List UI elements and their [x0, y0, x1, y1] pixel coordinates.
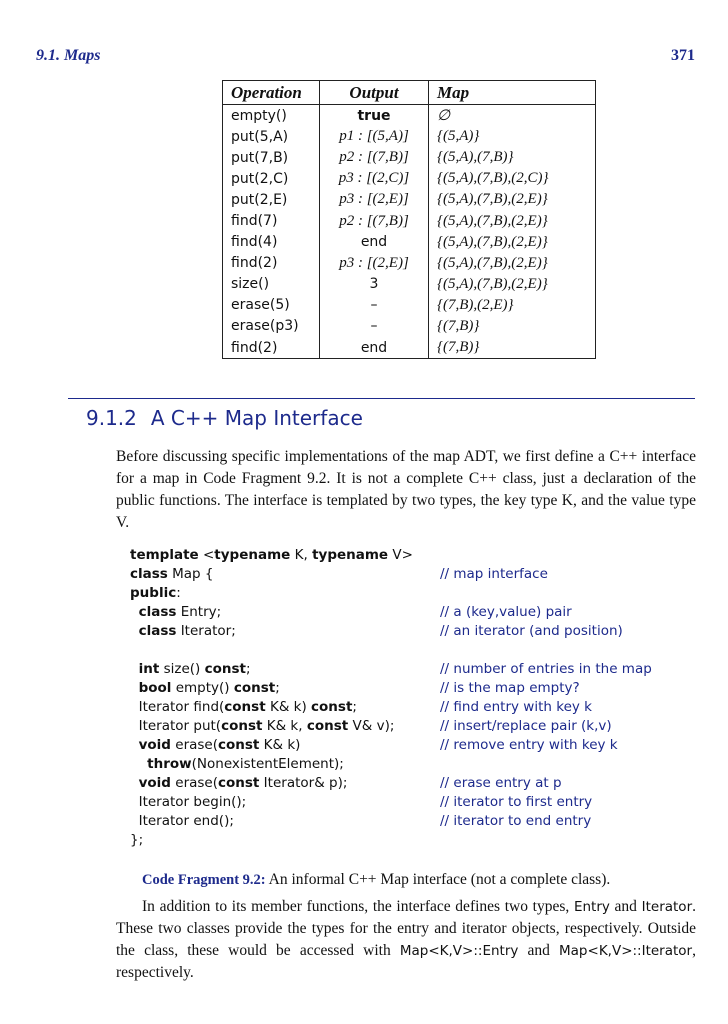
map-cell: {(7,B)}: [437, 317, 480, 334]
code-line: };: [130, 832, 144, 848]
map-cell: {(7,B)}: [437, 339, 480, 356]
qualified-iterator: Map<K,V>::Iterator: [559, 943, 693, 959]
table-row: [223, 295, 596, 316]
map-cell: {(5,A),(7,B),(2,E)}: [437, 191, 548, 208]
output-cell: –: [320, 295, 429, 316]
header-output: Output: [320, 81, 429, 105]
code-line: class Iterator;: [138, 623, 236, 639]
text-run: . These two classes provide the types for the entry and iterator objects, respectively. Outside the class, these would be accessed with: [116, 898, 696, 959]
header-map: Map: [429, 81, 596, 105]
text-run: and: [609, 898, 642, 915]
output-cell: p3 : [(2,E)]: [320, 253, 429, 274]
operation-cell: empty(): [223, 105, 320, 127]
map-cell: {(5,A),(7,B),(2,E)}: [437, 275, 548, 292]
caption-label: Code Fragment 9.2:: [142, 872, 266, 888]
operation-cell: find(2): [223, 253, 320, 274]
operation-cell: size(): [223, 274, 320, 295]
code-line: void erase(const K& k): [138, 737, 301, 753]
table-row: [223, 337, 596, 359]
output-cell: p1 : [(5,A)]: [320, 126, 429, 147]
table-row: [223, 168, 596, 189]
table-row: [223, 105, 596, 127]
code-line: throw(NonexistentElement);: [147, 756, 344, 772]
code-comment: // insert/replace pair (k,v): [440, 718, 612, 734]
table-row: [223, 126, 596, 147]
code-line: class Map {: [130, 566, 214, 582]
caption-text: An informal C++ Map interface (not a complete class).: [265, 871, 611, 888]
table-row: [223, 210, 596, 231]
code-line: Iterator put(const K& k, const V& v);: [130, 718, 395, 734]
operation-cell: put(7,B): [223, 147, 320, 168]
code-line: public:: [130, 585, 181, 601]
type-name-iterator: Iterator: [641, 899, 693, 915]
closing-paragraph: [116, 896, 696, 984]
map-cell: {(5,A),(7,B),(2,C)}: [437, 170, 549, 187]
map-operations-table: [222, 80, 596, 359]
output-cell: p3 : [(2,E)]: [320, 189, 429, 210]
text-run: and: [518, 942, 560, 959]
output-cell: 3: [320, 274, 429, 295]
code-line: template <typename K, typename V>: [130, 547, 413, 563]
output-cell: end: [320, 337, 429, 359]
map-cell: {(5,A),(7,B),(2,E)}: [437, 254, 548, 271]
table-row: [223, 316, 596, 337]
header-operation: Operation: [223, 81, 320, 105]
code-comment: // remove entry with key k: [440, 737, 618, 753]
operation-cell: find(7): [223, 210, 320, 231]
code-line: Iterator find(const K& k) const;: [130, 699, 357, 715]
code-comment: // a (key,value) pair: [440, 604, 572, 620]
output-cell: p3 : [(2,C)]: [320, 168, 429, 189]
table-header-row: [223, 81, 596, 105]
code-comment: // is the map empty?: [440, 680, 580, 696]
code-comment: // iterator to first entry: [440, 794, 593, 810]
section-title: A C++ Map Interface: [150, 406, 363, 430]
code-comment: // number of entries in the map: [440, 661, 652, 677]
code-line: Iterator end();: [130, 813, 234, 829]
code-comment: // iterator to end entry: [440, 813, 592, 829]
section-divider: [68, 398, 695, 399]
text-run: , respectively.: [116, 942, 696, 981]
table-row: [223, 147, 596, 168]
code-caption: [142, 871, 610, 889]
section-heading: [86, 406, 363, 430]
output-cell: p2 : [(7,B)]: [320, 210, 429, 231]
output-cell: true: [320, 105, 429, 127]
code-line: class Entry;: [138, 604, 222, 620]
table-row: [223, 232, 596, 253]
operation-cell: put(5,A): [223, 126, 320, 147]
operation-cell: find(2): [223, 337, 320, 359]
code-line: int size() const;: [138, 661, 251, 677]
operation-cell: put(2,C): [223, 168, 320, 189]
output-cell: p2 : [(7,B)]: [320, 147, 429, 168]
table-row: [223, 189, 596, 210]
map-cell: {(5,A),(7,B),(2,E)}: [437, 233, 548, 250]
map-cell: {(5,A)}: [437, 128, 480, 145]
intro-paragraph: Before discussing specific implementations of the map ADT, we first define a C++ interface for a map in Code Fragment 9.2. It is not a complete C++ class, just a declaration of the public functions. The interface is templated by two types, the key type K, and the value type V.: [116, 448, 696, 531]
map-cell: ∅: [437, 108, 451, 125]
page-number: 371: [671, 47, 695, 64]
code-line: Iterator begin();: [130, 794, 247, 810]
table-row: [223, 253, 596, 274]
operation-cell: put(2,E): [223, 189, 320, 210]
running-header-section: 9.1. Maps: [36, 47, 101, 64]
operation-cell: erase(p3): [223, 316, 320, 337]
code-line: bool empty() const;: [138, 680, 280, 696]
operation-cell: find(4): [223, 232, 320, 253]
map-cell: {(7,B),(2,E)}: [437, 296, 514, 313]
operation-cell: erase(5): [223, 295, 320, 316]
code-comment: // erase entry at p: [440, 775, 562, 791]
map-cell: {(5,A),(7,B),(2,E)}: [437, 212, 548, 229]
code-comment: // an iterator (and position): [440, 623, 623, 639]
text-run: In addition to its member functions, the interface defines two types,: [142, 898, 574, 915]
table-row: [223, 274, 596, 295]
code-comment: // map interface: [440, 566, 548, 582]
type-name-entry: Entry: [573, 899, 610, 915]
code-comment: // find entry with key k: [440, 699, 592, 715]
code-line: void erase(const Iterator& p);: [138, 775, 348, 791]
section-number: 9.1.2: [86, 406, 137, 430]
map-cell: {(5,A),(7,B)}: [437, 149, 514, 166]
output-cell: end: [320, 232, 429, 253]
qualified-entry: Map<K,V>::Entry: [399, 943, 519, 959]
output-cell: –: [320, 316, 429, 337]
